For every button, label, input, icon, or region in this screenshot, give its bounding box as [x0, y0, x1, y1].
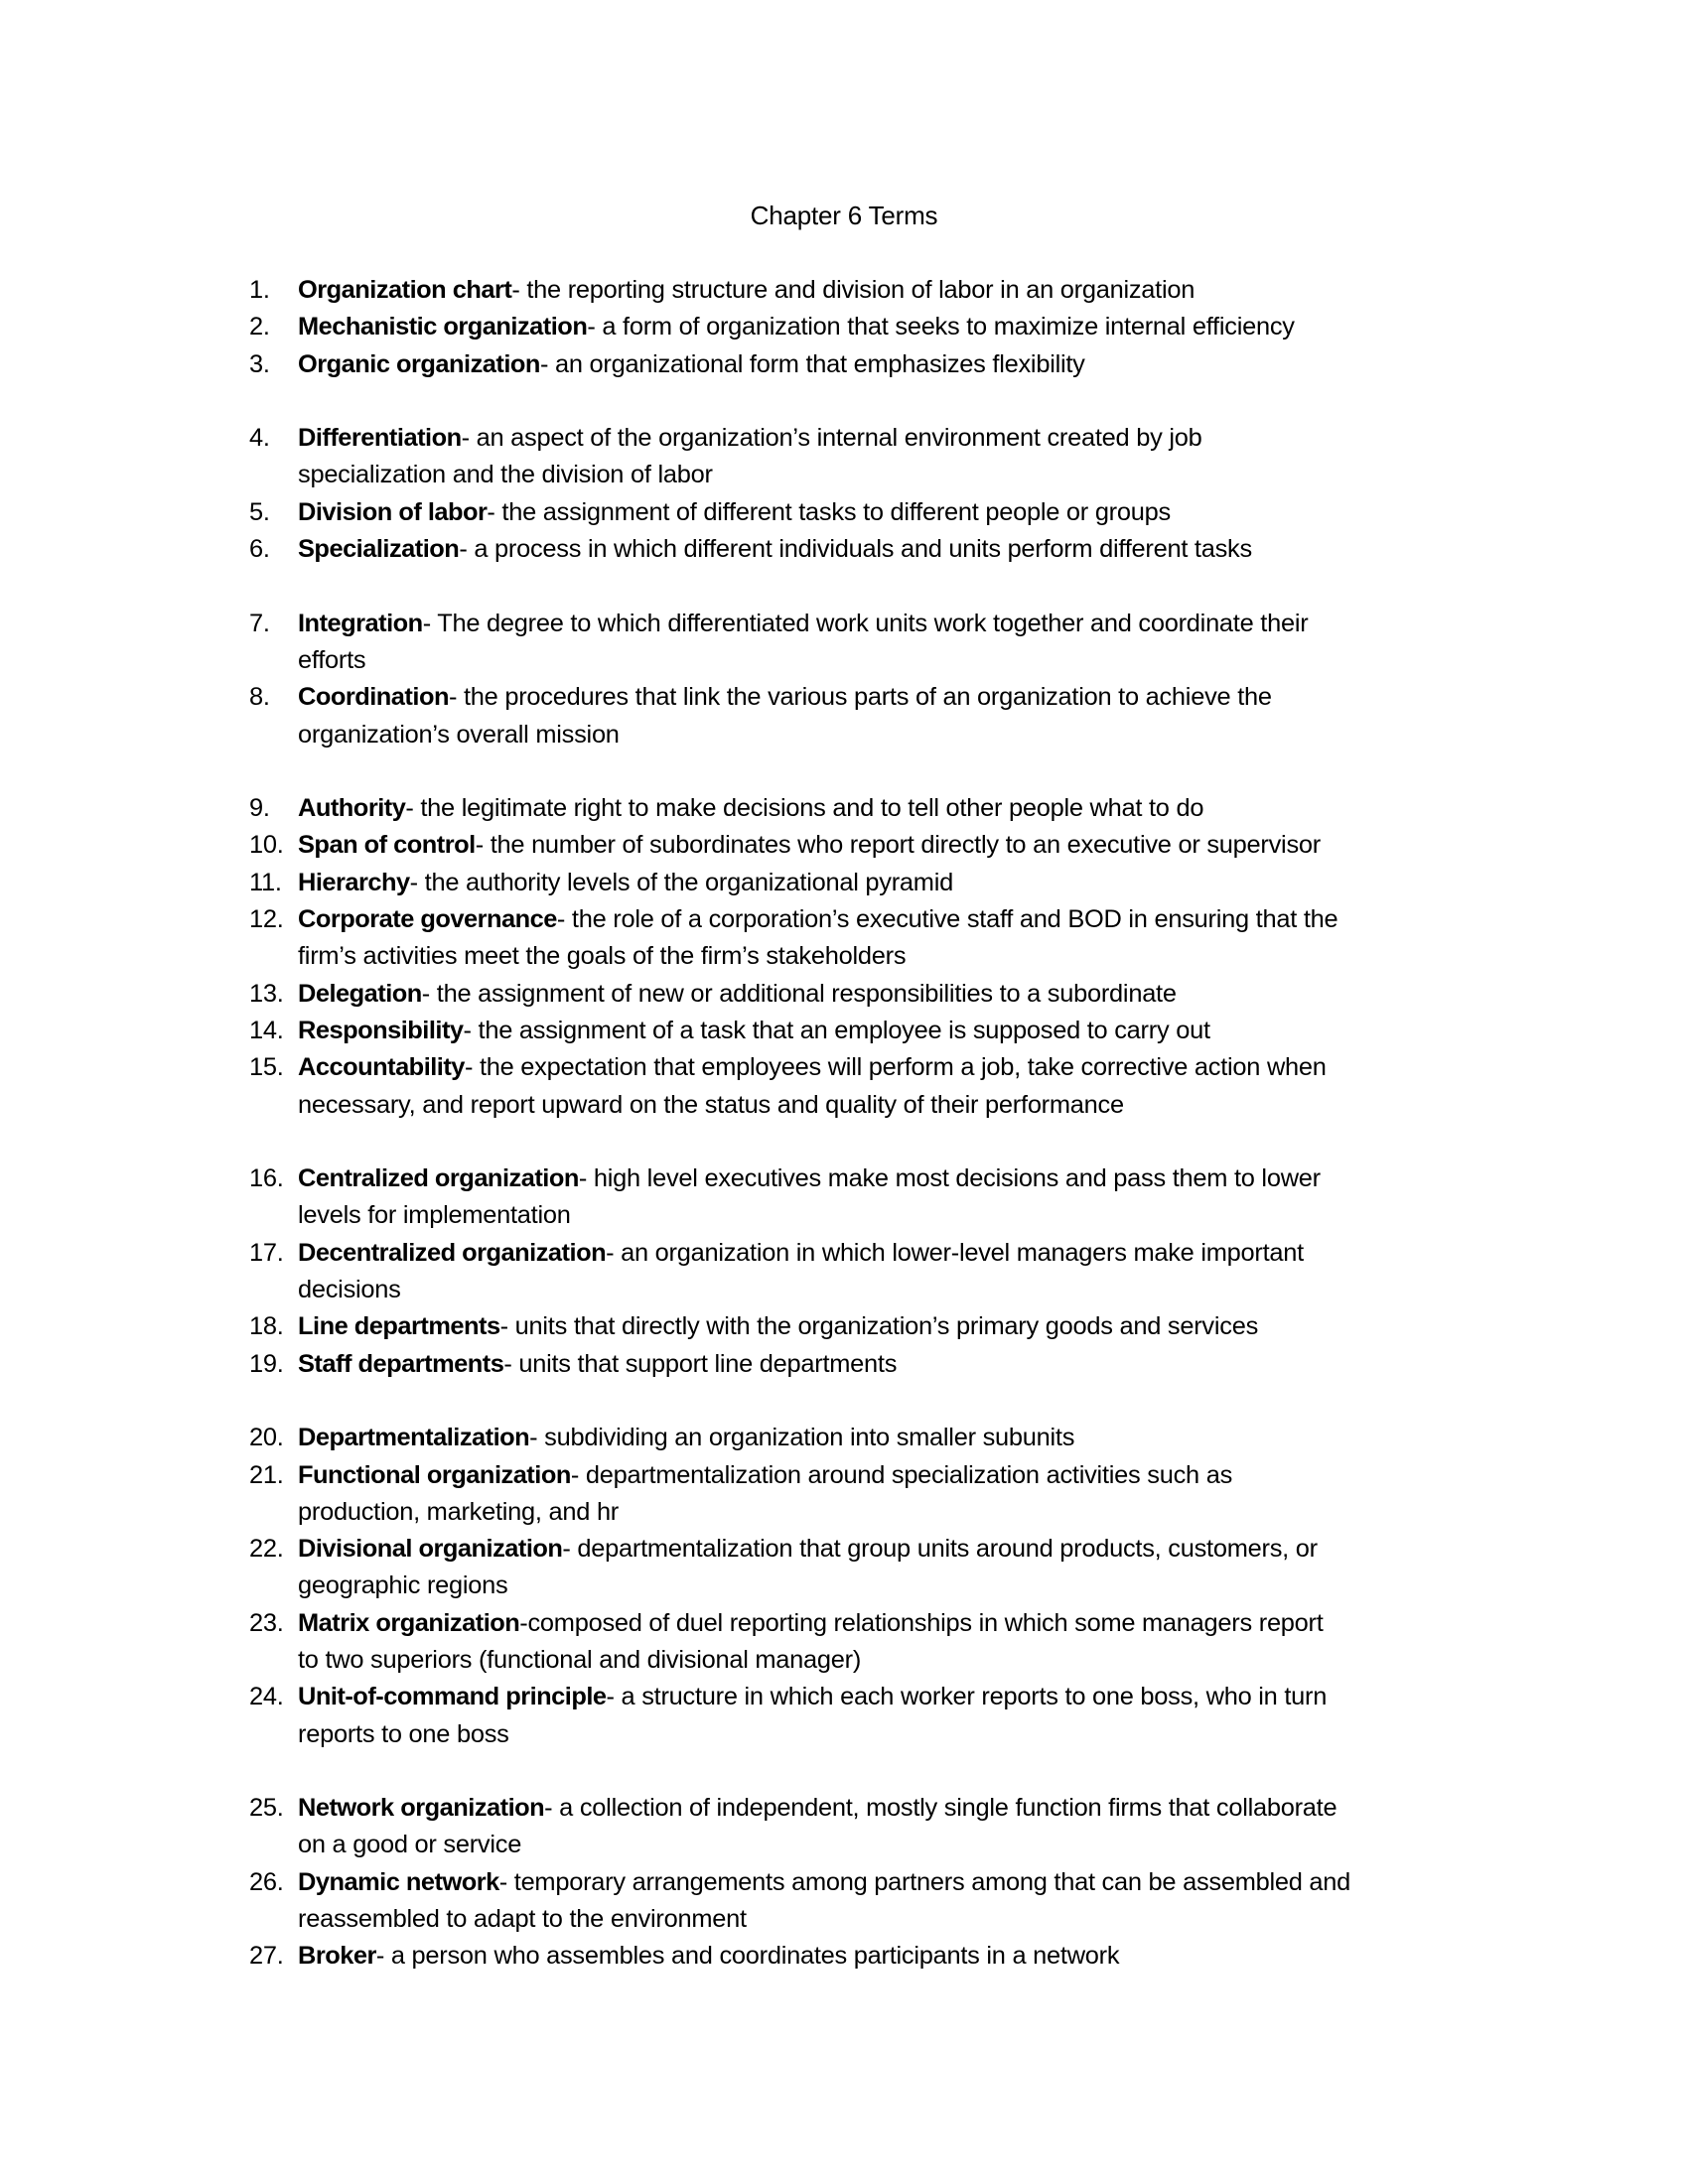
item-text	[298, 457, 713, 493]
item-number: 25.	[249, 1794, 284, 1823]
term-item	[0, 1864, 1688, 1901]
term-item	[0, 1420, 1688, 1456]
term-definition: - the reporting structure and division of labor in an organization	[511, 276, 1196, 304]
term-item	[0, 679, 1688, 716]
item-text	[298, 272, 1195, 309]
term-definition: - the procedures that link the various parts of an organization to achieve the	[448, 683, 1272, 712]
term-item-continuation	[0, 1568, 1688, 1604]
term-item-continuation	[0, 1272, 1688, 1308]
item-number: 12.	[249, 905, 284, 934]
item-text	[298, 1642, 861, 1679]
term-name: Accountability	[298, 1053, 465, 1082]
item-text	[298, 494, 1171, 531]
item-text	[298, 1568, 507, 1604]
item-number: 24.	[249, 1683, 284, 1711]
term-definition: - departmentalization that group units around products, customers, or	[562, 1535, 1318, 1564]
term-name: Division of labor	[298, 497, 488, 526]
term-definition: - the assignment of new or additional responsibilities to a subordinate	[421, 979, 1177, 1008]
item-text	[298, 1494, 619, 1531]
term-item	[0, 1346, 1688, 1383]
term-item-continuation	[0, 642, 1688, 679]
term-item	[0, 865, 1688, 901]
item-number: 8.	[249, 683, 270, 712]
item-number: 6.	[249, 535, 270, 564]
item-text	[298, 1901, 747, 1938]
item-text	[298, 1864, 1350, 1901]
term-item	[0, 1457, 1688, 1494]
item-text	[298, 1420, 1074, 1456]
term-name: Delegation	[298, 979, 422, 1008]
item-text	[298, 1938, 1119, 1975]
term-name: Centralized organization	[298, 1164, 579, 1193]
term-definition: - the legitimate right to make decisions and to tell other people what to do	[405, 794, 1204, 823]
item-text	[298, 1197, 571, 1234]
term-definition: - The degree to which differentiated work units work together and coordinate their	[422, 609, 1309, 637]
term-item	[0, 976, 1688, 1013]
term-item	[0, 346, 1688, 383]
term-item	[0, 1790, 1688, 1827]
item-text	[298, 679, 1272, 716]
item-number: 5.	[249, 497, 270, 526]
item-text	[298, 1087, 1124, 1124]
item-text	[298, 938, 906, 975]
item-number: 7.	[249, 609, 270, 637]
term-definition: - a person who assembles and coordinates participants in a network	[375, 1942, 1120, 1971]
term-definition: - a form of organization that seeks to maximize internal efficiency	[587, 313, 1295, 341]
term-item-continuation	[0, 1827, 1688, 1863]
term-item	[0, 1235, 1688, 1272]
term-name: Network organization	[298, 1794, 545, 1823]
term-definition: geographic regions	[298, 1571, 508, 1600]
term-definition: - an organizational form that emphasizes flexibility	[539, 349, 1085, 378]
item-number: 20.	[249, 1424, 284, 1452]
item-text	[298, 790, 1203, 827]
item-number: 27.	[249, 1942, 284, 1971]
term-name: Span of control	[298, 831, 476, 860]
term-item	[0, 1013, 1688, 1049]
term-name: Decentralized organization	[298, 1238, 607, 1267]
item-text	[298, 531, 1252, 568]
item-number: 21.	[249, 1460, 284, 1489]
term-item	[0, 1938, 1688, 1975]
item-text	[298, 865, 953, 901]
term-definition: reassembled to adapt to the environment	[298, 1905, 747, 1934]
item-text	[298, 420, 1201, 457]
term-definition: - the number of subordinates who report directly to an executive or supervisor	[475, 831, 1321, 860]
item-text	[298, 827, 1321, 864]
item-number: 17.	[249, 1238, 284, 1267]
term-item-continuation	[0, 717, 1688, 753]
term-definition: reports to one boss	[298, 1719, 509, 1748]
item-number: 26.	[249, 1867, 284, 1896]
group-spacer	[0, 1124, 1688, 1160]
item-text	[298, 1790, 1336, 1827]
term-definition: - departmentalization around specialization activities such as	[570, 1460, 1233, 1489]
term-definition: specialization and the division of labor	[298, 461, 713, 489]
term-name: Matrix organization	[298, 1608, 520, 1637]
term-name: Authority	[298, 794, 406, 823]
item-number: 9.	[249, 794, 270, 823]
item-text	[298, 1308, 1258, 1345]
group-spacer	[0, 1383, 1688, 1420]
item-number: 13.	[249, 979, 284, 1008]
term-definition: production, marketing, and hr	[298, 1497, 620, 1526]
term-name: Dynamic network	[298, 1867, 499, 1896]
item-number: 15.	[249, 1053, 284, 1082]
term-item	[0, 901, 1688, 938]
terms-list	[0, 272, 1688, 1976]
item-text	[298, 901, 1337, 938]
term-item-continuation	[0, 1197, 1688, 1234]
term-definition: - high level executives make most decisions and pass them to lower	[578, 1164, 1321, 1193]
item-number: 19.	[249, 1349, 284, 1378]
term-name: Broker	[298, 1942, 376, 1971]
term-name: Functional organization	[298, 1460, 571, 1489]
term-definition: - subdividing an organization into smaller subunits	[529, 1424, 1075, 1452]
item-text	[298, 1235, 1304, 1272]
item-text	[298, 1716, 509, 1753]
term-item	[0, 1308, 1688, 1345]
term-name: Responsibility	[298, 1016, 464, 1044]
term-name: Mechanistic organization	[298, 313, 588, 341]
term-definition: - the role of a corporation’s executive staff and BOD in ensuring that the	[556, 905, 1338, 934]
term-definition: - units that directly with the organization’s primary goods and services	[499, 1312, 1259, 1341]
term-item-continuation	[0, 457, 1688, 493]
term-definition: levels for implementation	[298, 1201, 571, 1230]
term-name: Coordination	[298, 683, 449, 712]
term-item	[0, 790, 1688, 827]
group-spacer	[0, 753, 1688, 790]
term-item	[0, 1160, 1688, 1197]
term-name: Divisional organization	[298, 1535, 563, 1564]
term-definition: - an aspect of the organization’s internal environment created by job	[461, 424, 1202, 453]
term-name: Hierarchy	[298, 868, 410, 896]
group-spacer	[0, 568, 1688, 605]
group-spacer	[0, 1753, 1688, 1790]
item-text	[298, 309, 1295, 345]
term-name: Line departments	[298, 1312, 500, 1341]
term-definition: - temporary arrangements among partners among that can be assembled and	[498, 1867, 1351, 1896]
term-name: Unit-of-command principle	[298, 1683, 607, 1711]
term-definition: - the assignment of different tasks to different people or groups	[487, 497, 1171, 526]
page-title: Chapter 6 Terms	[750, 201, 938, 230]
term-name: Staff departments	[298, 1349, 504, 1378]
term-name: Integration	[298, 609, 423, 637]
term-item	[0, 272, 1688, 309]
term-name: Specialization	[298, 535, 460, 564]
term-item-continuation	[0, 1901, 1688, 1938]
term-definition: - the expectation that employees will perform a job, take corrective action when	[464, 1053, 1327, 1082]
term-definition: - a structure in which each worker reports to one boss, who in turn	[606, 1683, 1328, 1711]
term-item	[0, 494, 1688, 531]
term-item	[0, 309, 1688, 345]
term-item-continuation	[0, 1087, 1688, 1124]
term-name: Departmentalization	[298, 1424, 530, 1452]
item-number: 22.	[249, 1535, 284, 1564]
term-definition: organization’s overall mission	[298, 720, 620, 749]
term-definition: - units that support line departments	[503, 1349, 898, 1378]
term-definition: - the assignment of a task that an employee is supposed to carry out	[463, 1016, 1210, 1044]
term-item-continuation	[0, 1716, 1688, 1753]
term-item	[0, 531, 1688, 568]
term-item	[0, 606, 1688, 642]
item-text	[298, 1346, 897, 1383]
term-item	[0, 827, 1688, 864]
item-number: 10.	[249, 831, 284, 860]
item-text	[298, 346, 1085, 383]
item-number: 16.	[249, 1164, 284, 1193]
term-item	[0, 1605, 1688, 1642]
item-number: 14.	[249, 1016, 284, 1044]
item-text	[298, 606, 1308, 642]
term-item	[0, 420, 1688, 457]
term-definition: firm’s activities meet the goals of the firm’s stakeholders	[298, 942, 907, 971]
item-text	[298, 1531, 1318, 1568]
term-item-continuation	[0, 1494, 1688, 1531]
term-item	[0, 1049, 1688, 1086]
term-name: Corporate governance	[298, 905, 557, 934]
term-definition: necessary, and report upward on the status and quality of their performance	[298, 1090, 1124, 1119]
term-item	[0, 1679, 1688, 1715]
item-text	[298, 717, 620, 753]
item-number: 3.	[249, 349, 270, 378]
item-number: 11.	[249, 868, 282, 896]
item-text	[298, 1827, 521, 1863]
term-item-continuation	[0, 938, 1688, 975]
item-text	[298, 1160, 1321, 1197]
item-number: 2.	[249, 313, 270, 341]
group-spacer	[0, 383, 1688, 420]
item-number: 4.	[249, 424, 270, 453]
item-text	[298, 1272, 401, 1308]
term-definition: to two superiors (functional and divisional manager)	[298, 1645, 862, 1674]
term-definition: -composed of duel reporting relationships in which some managers report	[519, 1608, 1324, 1637]
item-number: 1.	[249, 276, 270, 304]
term-definition: - the authority levels of the organizational pyramid	[409, 868, 953, 896]
item-text	[298, 1679, 1327, 1715]
term-name: Organic organization	[298, 349, 540, 378]
term-definition: decisions	[298, 1276, 401, 1304]
item-text	[298, 1049, 1327, 1086]
term-item-continuation	[0, 1642, 1688, 1679]
term-definition: - an organization in which lower-level managers make important	[606, 1238, 1304, 1267]
item-text	[298, 1457, 1232, 1494]
item-text	[298, 1605, 1324, 1642]
term-definition: efforts	[298, 645, 366, 674]
item-text	[298, 976, 1177, 1013]
term-definition: - a process in which different individuals and units perform different tasks	[459, 535, 1252, 564]
term-item	[0, 1531, 1688, 1568]
item-text	[298, 642, 365, 679]
term-name: Organization chart	[298, 276, 512, 304]
item-number: 18.	[249, 1312, 284, 1341]
item-number: 23.	[249, 1608, 284, 1637]
term-definition: - a collection of independent, mostly single function firms that collaborate	[544, 1794, 1337, 1823]
term-name: Differentiation	[298, 424, 462, 453]
item-text	[298, 1013, 1210, 1049]
term-definition: on a good or service	[298, 1831, 522, 1859]
